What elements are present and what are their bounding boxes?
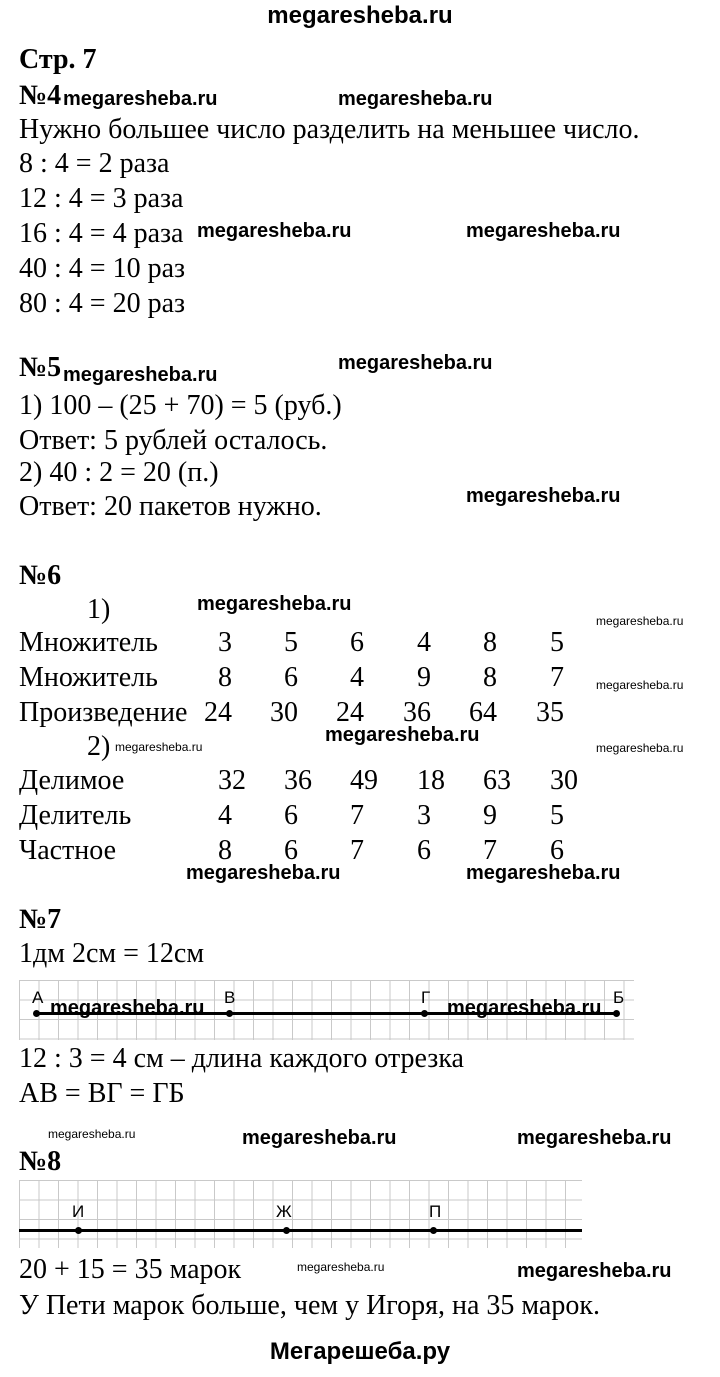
watermark: megaresheba.ru: [466, 220, 621, 242]
table-cell: 36: [403, 697, 431, 728]
table-cell: 24: [336, 697, 364, 728]
table-cell: 32: [218, 765, 246, 796]
watermark: megaresheba.ru: [50, 997, 205, 1019]
table-cell: 8: [483, 662, 497, 693]
watermark: megaresheba.ru: [63, 88, 218, 110]
point-b: [613, 1010, 620, 1017]
table-cell: 8: [483, 627, 497, 658]
segment-line: [19, 1229, 582, 1232]
table-row-label: Делитель: [19, 800, 132, 831]
watermark: megaresheba.ru: [338, 352, 493, 374]
table-cell: 5: [550, 800, 564, 831]
watermark: megaresheba.ru: [242, 1127, 397, 1149]
task4-line: 8 : 4 = 2 раза: [19, 148, 170, 179]
table-cell: 63: [483, 765, 511, 796]
table-cell: 30: [550, 765, 578, 796]
table-row-label: Множитель: [19, 627, 158, 658]
point-label: П: [429, 1202, 442, 1221]
table-cell: 3: [417, 800, 431, 831]
task5-line: Ответ: 20 пакетов нужно.: [19, 491, 322, 522]
point-label: Г: [421, 988, 431, 1007]
table-cell: 3: [218, 627, 232, 658]
point-label: А: [32, 988, 44, 1007]
task4-line: 16 : 4 = 4 раза: [19, 218, 184, 249]
task4-title: №4: [19, 80, 62, 111]
watermark: megaresheba.ru: [596, 614, 684, 628]
table-cell: 6: [284, 835, 298, 866]
watermark: megaresheba.ru: [466, 862, 621, 884]
task6-part1-label: 1): [87, 594, 111, 625]
task5-title: №5: [19, 352, 62, 383]
task4-line: 40 : 4 = 10 раз: [19, 253, 186, 284]
table-cell: 6: [284, 662, 298, 693]
watermark: megaresheba.ru: [517, 1127, 672, 1149]
point-g: [421, 1010, 428, 1017]
watermark: megaresheba.ru: [186, 862, 341, 884]
table-cell: 8: [218, 835, 232, 866]
task8-equation: 20 + 15 = 35 марок: [19, 1254, 242, 1285]
watermark: megaresheba.ru: [596, 741, 684, 755]
table-cell: 7: [483, 835, 497, 866]
point-label: Ж: [276, 1202, 292, 1221]
task4-line: 12 : 4 = 3 раза: [19, 183, 184, 214]
point-label: Б: [613, 988, 625, 1007]
point-label: И: [72, 1202, 85, 1221]
watermark: megaresheba.ru: [197, 220, 352, 242]
watermark: megaresheba.ru: [297, 1260, 385, 1274]
table-cell: 4: [417, 627, 431, 658]
table-cell: 7: [550, 662, 564, 693]
task8-title: №8: [19, 1146, 62, 1177]
table-cell: 4: [350, 662, 364, 693]
task4-line: Нужно большее число разделить на меньшее число.: [19, 114, 640, 145]
table-cell: 6: [417, 835, 431, 866]
site-header: megaresheba.ru: [267, 2, 453, 29]
table-row-label: Произведение: [19, 697, 188, 728]
table-cell: 4: [218, 800, 232, 831]
task7-line: 12 : 3 = 4 см – длина каждого отрезка: [19, 1043, 464, 1074]
table-cell: 18: [417, 765, 445, 796]
table-cell: 7: [350, 800, 364, 831]
table-row-label: Множитель: [19, 662, 158, 693]
watermark: megaresheba.ru: [325, 724, 480, 746]
table-cell: 6: [350, 627, 364, 658]
table-cell: 35: [536, 697, 564, 728]
table-cell: 9: [417, 662, 431, 693]
table-cell: 5: [550, 627, 564, 658]
watermark: megaresheba.ru: [48, 1127, 136, 1141]
watermark: megaresheba.ru: [447, 997, 602, 1019]
watermark: megaresheba.ru: [63, 364, 218, 386]
watermark: megaresheba.ru: [197, 593, 352, 615]
point-zh: [283, 1227, 290, 1234]
table-cell: 30: [270, 697, 298, 728]
task7-line: АВ = ВГ = ГБ: [19, 1078, 185, 1109]
grid-background: [19, 1180, 582, 1248]
table-cell: 9: [483, 800, 497, 831]
table-row-label: Частное: [19, 835, 117, 866]
watermark: megaresheba.ru: [596, 678, 684, 692]
table-cell: 64: [469, 697, 497, 728]
table-cell: 8: [218, 662, 232, 693]
table-cell: 6: [550, 835, 564, 866]
watermark: megaresheba.ru: [338, 88, 493, 110]
table-cell: 36: [284, 765, 312, 796]
table-row-label: Делимое: [19, 765, 125, 796]
table-cell: 6: [284, 800, 298, 831]
table-cell: 49: [350, 765, 378, 796]
point-a: [33, 1010, 40, 1017]
table-cell: 24: [204, 697, 232, 728]
task7-title: №7: [19, 904, 62, 935]
task7-equation: 1дм 2см = 12см: [19, 938, 205, 969]
watermark: megaresheba.ru: [466, 485, 621, 507]
point-p: [430, 1227, 437, 1234]
point-v: [226, 1010, 233, 1017]
task5-line: 1) 100 – (25 + 70) = 5 (руб.): [19, 390, 342, 421]
task6-title: №6: [19, 560, 62, 591]
point-i: [75, 1227, 82, 1234]
task4-line: 80 : 4 = 20 раз: [19, 288, 186, 319]
task5-line: 2) 40 : 2 = 20 (п.): [19, 457, 219, 488]
watermark: megaresheba.ru: [115, 740, 203, 754]
watermark: megaresheba.ru: [517, 1260, 672, 1282]
task5-line: Ответ: 5 рублей осталось.: [19, 425, 328, 456]
point-label: В: [224, 988, 236, 1007]
page-number: Стр. 7: [19, 44, 97, 75]
task8-answer: У Пети марок больше, чем у Игоря, на 35 марок.: [19, 1290, 600, 1321]
table-cell: 5: [284, 627, 298, 658]
site-footer: Мегарешеба.ру: [269, 1338, 451, 1365]
task6-part2-label: 2): [87, 731, 111, 762]
table-cell: 7: [350, 835, 364, 866]
